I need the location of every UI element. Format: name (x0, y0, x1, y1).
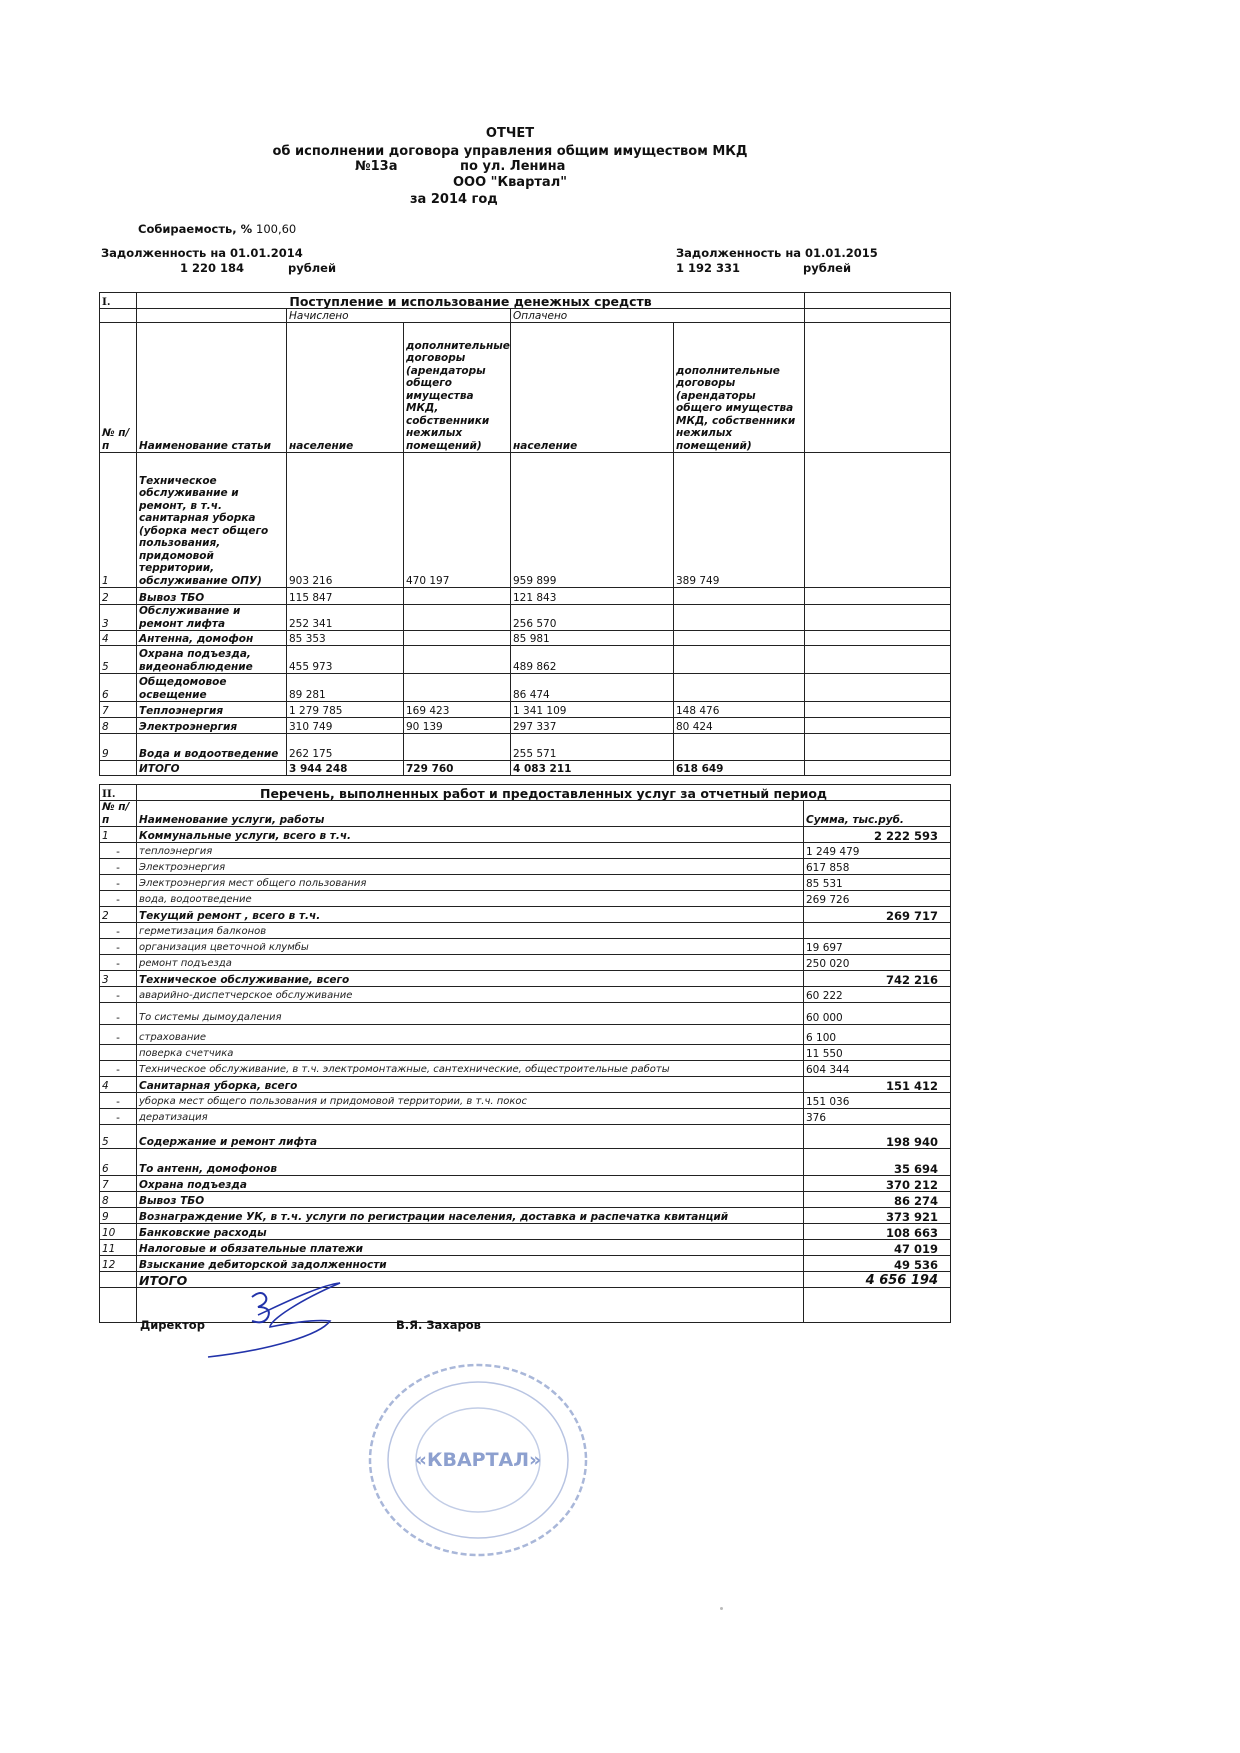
table-row (100, 1208, 951, 1224)
row-name: ремонт подъезда (137, 955, 804, 971)
row-sum: 604 344 (804, 1061, 951, 1077)
row-num: 1 (100, 453, 137, 588)
row-accrued-pop: 1 279 785 (287, 702, 404, 718)
row-accrued-add (404, 646, 511, 674)
row-sum: 108 663 (804, 1224, 951, 1240)
row-num: - (100, 875, 137, 891)
row-paid-pop: 121 843 (511, 588, 674, 605)
table-row (100, 891, 951, 907)
report-subtitle: об исполнении договора управления общим имуществом МКД (272, 144, 748, 159)
table-row (100, 453, 951, 588)
row-sum: 85 531 (804, 875, 951, 891)
row-paid-pop: 85 981 (511, 631, 674, 646)
collection-rate-value: 100,60 (256, 222, 297, 236)
table-row (100, 859, 951, 875)
row-num: 7 (100, 1176, 137, 1192)
table-row (100, 734, 951, 761)
table-row (100, 1149, 951, 1176)
debt-start-value: 1 220 184 (180, 261, 245, 275)
section1-number: I. (100, 293, 137, 309)
scan-mark (720, 1607, 723, 1610)
row-num: 8 (100, 1192, 137, 1208)
table-row (100, 827, 951, 843)
row-name: Электроэнергия (137, 859, 804, 875)
row-sum: 49 536 (804, 1256, 951, 1272)
row-name: Текущий ремонт , всего в т.ч. (137, 907, 804, 923)
row-num: 3 (100, 605, 137, 631)
row-num: 6 (100, 1149, 137, 1176)
row-num: - (100, 923, 137, 939)
table-row (100, 1256, 951, 1272)
row-accrued-add (404, 605, 511, 631)
row-name: Банковские расходы (137, 1224, 804, 1240)
row-accrued-add: 90 139 (404, 718, 511, 734)
table-row (100, 971, 951, 987)
row-name: Техническое обслуживание, всего (137, 971, 804, 987)
paid-header: Оплачено (511, 309, 805, 323)
table-row (100, 1192, 951, 1208)
table-row (100, 674, 951, 702)
row-sum: 373 921 (804, 1208, 951, 1224)
row-accrued-add (404, 588, 511, 605)
table-row (100, 843, 951, 859)
col-service-header: Наименование услуги, работы (137, 801, 804, 827)
row-sum: 60 222 (804, 987, 951, 1003)
row-paid-add (674, 605, 805, 631)
row-name: теплоэнергия (137, 843, 804, 859)
row-num: 11 (100, 1240, 137, 1256)
table-row (100, 955, 951, 971)
row-sum: 617 858 (804, 859, 951, 875)
total-sum: 4 656 194 (804, 1272, 951, 1288)
total-paid-add: 618 649 (674, 761, 805, 776)
row-num: 9 (100, 734, 137, 761)
stamp-text: «КВАРТАЛ» (414, 1449, 542, 1471)
table-row (100, 923, 951, 939)
row-accrued-add (404, 734, 511, 761)
table-row (100, 1125, 951, 1149)
col-sum-header: Сумма, тыс.руб. (804, 801, 951, 827)
signature (200, 1275, 370, 1365)
row-name: Охрана подъезда (137, 1176, 804, 1192)
table-row (100, 1025, 951, 1045)
debt-start-label: Задолженность на 01.01.2014 (101, 246, 303, 260)
row-paid-add (674, 674, 805, 702)
row-name: организация цветочной клумбы (137, 939, 804, 955)
row-sum: 2 222 593 (804, 827, 951, 843)
house-number: №13а (355, 159, 398, 174)
row-paid-add: 389 749 (674, 453, 805, 588)
total-label: ИТОГО (137, 1272, 804, 1288)
row-num: - (100, 1025, 137, 1045)
row-name: Взыскание дебиторской задолженности (137, 1256, 804, 1272)
row-num: - (100, 1093, 137, 1109)
row-num: 2 (100, 588, 137, 605)
table-row (100, 875, 951, 891)
col-paid-population: население (511, 323, 674, 453)
row-accrued-pop: 455 973 (287, 646, 404, 674)
row-num: - (100, 843, 137, 859)
row-paid-add (674, 631, 805, 646)
row-num: - (100, 939, 137, 955)
row-name: Электроэнергия (137, 718, 287, 734)
row-name: Санитарная уборка, всего (137, 1077, 804, 1093)
row-accrued-pop: 262 175 (287, 734, 404, 761)
row-num: 9 (100, 1208, 137, 1224)
row-sum: 151 412 (804, 1077, 951, 1093)
row-sum: 742 216 (804, 971, 951, 987)
row-num: 4 (100, 631, 137, 646)
row-name: Техническое обслуживание и ремонт, в т.ч. санитарная уборка (уборка мест общего пользования, придомовой территории, обслуживание ОПУ) (137, 453, 287, 588)
row-sum: 376 (804, 1109, 951, 1125)
row-paid-pop: 297 337 (511, 718, 674, 734)
row-paid-add (674, 646, 805, 674)
row-num: - (100, 955, 137, 971)
row-paid-pop: 1 341 109 (511, 702, 674, 718)
row-num: 12 (100, 1256, 137, 1272)
col-num-header: № п/п (100, 801, 137, 827)
row-sum: 269 726 (804, 891, 951, 907)
col-num-header: № п/п (100, 323, 137, 453)
row-name: дератизация (137, 1109, 804, 1125)
table-row (100, 1077, 951, 1093)
section2-title: Перечень, выполненных работ и предоставленных услуг за отчетный период (137, 785, 951, 801)
accrued-header: Начислено (287, 309, 511, 323)
row-num: 8 (100, 718, 137, 734)
total-accrued-pop: 3 944 248 (287, 761, 404, 776)
row-accrued-pop: 89 281 (287, 674, 404, 702)
table-row (100, 588, 951, 605)
section2-number: II. (100, 785, 137, 801)
row-name: Обслуживание и ремонт лифта (137, 605, 287, 631)
row-sum: 60 000 (804, 1003, 951, 1025)
row-num: - (100, 859, 137, 875)
company-name: ООО "Квартал" (453, 175, 567, 190)
row-paid-pop: 256 570 (511, 605, 674, 631)
table-row (100, 1176, 951, 1192)
col-paid-additional: дополнительные договоры (арендаторы общего имущества МКД, собственники нежилых помещений) (674, 323, 805, 453)
row-name: Коммунальные услуги, всего в т.ч. (137, 827, 804, 843)
table-row (100, 1109, 951, 1125)
table-row (100, 631, 951, 646)
row-num: 7 (100, 702, 137, 718)
row-sum (804, 923, 951, 939)
table-row (100, 718, 951, 734)
table-row (100, 1224, 951, 1240)
row-name: уборка мест общего пользования и придомовой территории, в т.ч. покос (137, 1093, 804, 1109)
row-sum: 151 036 (804, 1093, 951, 1109)
row-accrued-pop: 85 353 (287, 631, 404, 646)
row-name: герметизация балконов (137, 923, 804, 939)
row-name: Охрана подъезда, видеонаблюдение (137, 646, 287, 674)
table-row (100, 605, 951, 631)
table-row (100, 1061, 951, 1077)
row-num: 6 (100, 674, 137, 702)
row-num: 1 (100, 827, 137, 843)
row-name: То системы дымоудаления (137, 1003, 804, 1025)
row-num: - (100, 1061, 137, 1077)
row-name: вода, водоотведение (137, 891, 804, 907)
table-row (100, 1045, 951, 1061)
row-accrued-add (404, 631, 511, 646)
row-paid-add: 80 424 (674, 718, 805, 734)
row-name: аварийно-диспетчерское обслуживание (137, 987, 804, 1003)
col-accrued-population: население (287, 323, 404, 453)
table-row (100, 1093, 951, 1109)
table-row (100, 1240, 951, 1256)
row-num: 2 (100, 907, 137, 923)
row-sum: 370 212 (804, 1176, 951, 1192)
debt-start-unit: рублей (288, 261, 337, 275)
street-name: по ул. Ленина (460, 159, 566, 174)
director-label: Директор (140, 1318, 205, 1332)
row-name: Вода и водоотведение (137, 734, 287, 761)
row-accrued-pop: 252 341 (287, 605, 404, 631)
row-name: Содержание и ремонт лифта (137, 1125, 804, 1149)
row-num: 3 (100, 971, 137, 987)
row-sum: 1 249 479 (804, 843, 951, 859)
total-paid-pop: 4 083 211 (511, 761, 674, 776)
row-num: - (100, 1003, 137, 1025)
total-label: ИТОГО (137, 761, 287, 776)
table-row (100, 646, 951, 674)
total-row (100, 761, 951, 776)
row-accrued-add: 470 197 (404, 453, 511, 588)
row-accrued-pop: 903 216 (287, 453, 404, 588)
debt-end-label: Задолженность на 01.01.2015 (676, 246, 878, 260)
row-name: То антенн, домофонов (137, 1149, 804, 1176)
table-row (100, 939, 951, 955)
row-name: страхование (137, 1025, 804, 1045)
table-row (100, 987, 951, 1003)
row-paid-add: 148 476 (674, 702, 805, 718)
row-sum: 35 694 (804, 1149, 951, 1176)
row-name: поверка счетчика (137, 1045, 804, 1061)
row-paid-add (674, 588, 805, 605)
row-name: Налоговые и обязательные платежи (137, 1240, 804, 1256)
row-name: Вознаграждение УК, в т.ч. услуги по регистрации населения, доставка и распечатка квитанций (137, 1208, 804, 1224)
row-name: Вывоз ТБО (137, 588, 287, 605)
row-sum: 269 717 (804, 907, 951, 923)
table-row (100, 1003, 951, 1025)
row-sum: 198 940 (804, 1125, 951, 1149)
section2-table (99, 784, 951, 1323)
row-num: - (100, 891, 137, 907)
row-name: Техническое обслуживание, в т.ч. электромонтажные, сантехнические, общестроительные работы (137, 1061, 804, 1077)
row-accrued-pop: 310 749 (287, 718, 404, 734)
row-num: - (100, 1109, 137, 1125)
row-sum: 6 100 (804, 1025, 951, 1045)
row-accrued-add: 169 423 (404, 702, 511, 718)
debt-end-value: 1 192 331 (676, 261, 741, 275)
row-name: Общедомовое освещение (137, 674, 287, 702)
row-accrued-pop: 115 847 (287, 588, 404, 605)
report-title: ОТЧЕТ (485, 126, 535, 141)
section1-title: Поступление и использование денежных средств (137, 293, 805, 309)
row-sum: 19 697 (804, 939, 951, 955)
collection-rate-label: Собираемость, % (138, 222, 253, 236)
row-paid-pop: 255 571 (511, 734, 674, 761)
row-paid-add (674, 734, 805, 761)
row-name: Вывоз ТБО (137, 1192, 804, 1208)
row-paid-pop: 489 862 (511, 646, 674, 674)
row-paid-pop: 959 899 (511, 453, 674, 588)
row-sum: 250 020 (804, 955, 951, 971)
company-stamp (365, 1360, 591, 1560)
row-sum: 47 019 (804, 1240, 951, 1256)
row-sum: 86 274 (804, 1192, 951, 1208)
row-name: Теплоэнергия (137, 702, 287, 718)
row-num (100, 1045, 137, 1061)
table-row (100, 702, 951, 718)
row-name: Электроэнергия мест общего пользования (137, 875, 804, 891)
debt-end-unit: рублей (803, 261, 852, 275)
row-num: - (100, 987, 137, 1003)
row-num: 5 (100, 646, 137, 674)
section1-table (99, 292, 951, 776)
row-num: 5 (100, 1125, 137, 1149)
row-num: 4 (100, 1077, 137, 1093)
row-sum: 11 550 (804, 1045, 951, 1061)
row-paid-pop: 86 474 (511, 674, 674, 702)
report-year: за 2014 год (410, 192, 498, 207)
total-accrued-add: 729 760 (404, 761, 511, 776)
row-accrued-add (404, 674, 511, 702)
row-num: 10 (100, 1224, 137, 1240)
row-name: Антенна, домофон (137, 631, 287, 646)
director-name: В.Я. Захаров (396, 1318, 481, 1332)
col-accrued-additional: дополнительные договоры (арендаторы общего имущества МКД, собственники нежилых помещений) (404, 323, 511, 453)
table-row (100, 907, 951, 923)
col-name-header: Наименование статьи (137, 323, 287, 453)
